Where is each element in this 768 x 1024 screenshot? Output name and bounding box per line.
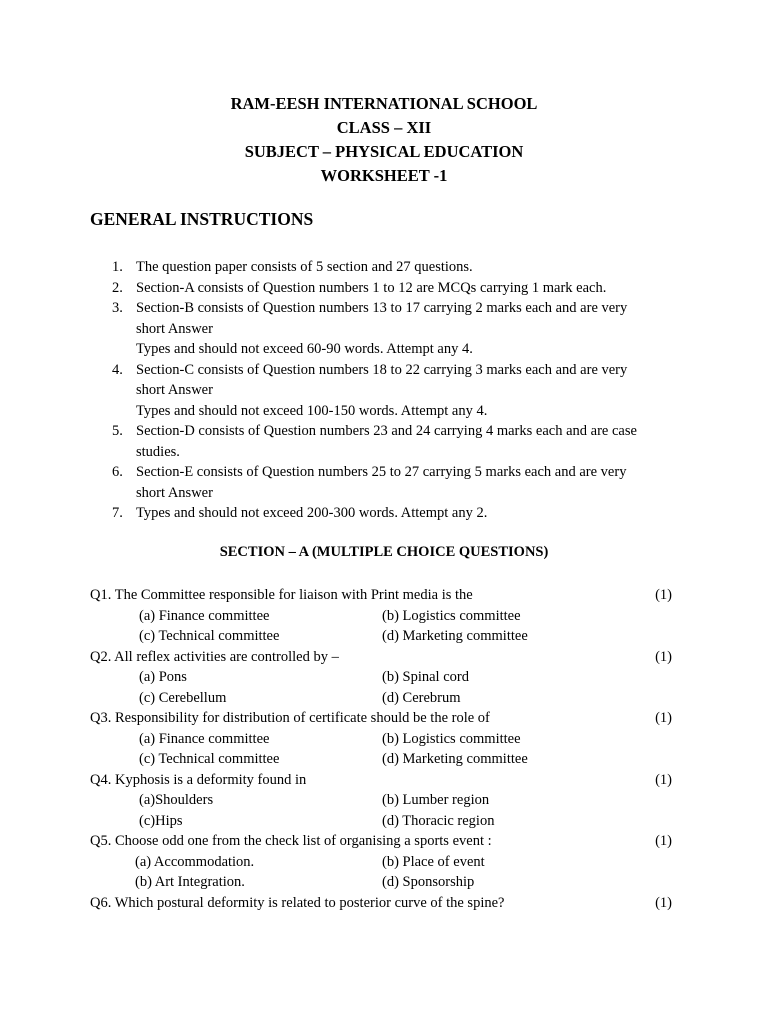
question-text: Q5. Choose odd one from the check list of organising a sports event : [90, 833, 492, 849]
answer-option: (c) Cerebellum [139, 689, 227, 706]
answer-option: (b) Place of event [382, 853, 485, 870]
answer-option: (a) Pons [139, 669, 187, 685]
option-row [90, 729, 680, 750]
answer-option: (d) Marketing committee [382, 751, 528, 767]
question-marks: (1) [655, 648, 672, 665]
instruction-text: short Answer [136, 320, 213, 337]
instruction-text: studies. [136, 443, 180, 460]
instruction-text: short Answer [136, 382, 213, 398]
answer-option: (b) Logistics committee [382, 730, 521, 747]
instruction-text: The question paper consists of 5 section and 27 questions. [136, 259, 473, 275]
answer-option: (d) Thoracic region [382, 812, 495, 829]
answer-option: (c) Technical committee [139, 628, 280, 644]
class-title: CLASS – XII [336, 118, 432, 137]
answer-option: (a) Finance committee [139, 607, 270, 624]
instruction-text: Section-B consists of Question numbers 13 to 17 carrying 2 marks each and are very [136, 300, 628, 316]
instruction-number: 4. [112, 361, 123, 378]
question-row [90, 585, 680, 606]
option-row [90, 749, 680, 770]
option-row [90, 606, 680, 627]
option-row [90, 667, 680, 688]
option-row [90, 872, 680, 893]
answer-option: (b) Art Integration. [135, 874, 245, 890]
general-instructions-heading: GENERAL INSTRUCTIONS [90, 209, 314, 229]
instruction-number: 7. [112, 505, 123, 521]
question-text: Q6. Which postural deformity is related to posterior curve of the spine? [90, 894, 505, 911]
instruction-item [108, 421, 668, 462]
question-row [90, 647, 680, 668]
instructions-list [108, 257, 668, 524]
instruction-number: 6. [112, 464, 123, 480]
instruction-number: 3. [112, 300, 123, 316]
instruction-item [108, 257, 668, 278]
question-text: Q3. Responsibility for distribution of certificate should be the role of [90, 710, 490, 726]
instruction-number: 1. [112, 259, 123, 275]
question-row [90, 893, 680, 914]
question-row [90, 708, 680, 729]
instruction-text: Types and should not exceed 100-150 words. Attempt any 4. [136, 402, 488, 419]
instruction-text: Section-E consists of Question numbers 25 to 27 carrying 5 marks each and are very [136, 464, 627, 480]
document-header [0, 92, 768, 188]
answer-option: (b) Logistics committee [382, 607, 521, 624]
instruction-item [108, 503, 668, 524]
answer-option: (c) Technical committee [139, 751, 280, 767]
instruction-text: Section-D consists of Question numbers 23 and 24 carrying 4 marks each and are case [136, 423, 637, 439]
school-name: RAM-EESH INTERNATIONAL SCHOOL [230, 94, 538, 113]
question-marks: (1) [655, 710, 672, 726]
answer-option: (d) Cerebrum [382, 689, 461, 706]
instruction-item [108, 278, 668, 299]
answer-option: (a)Shoulders [139, 792, 214, 808]
instruction-item [108, 462, 668, 503]
section-a-heading: SECTION – A (MULTIPLE CHOICE QUESTIONS) [219, 544, 549, 560]
question-row [90, 831, 680, 852]
answer-option: (d) Marketing committee [382, 628, 528, 644]
question-marks: (1) [655, 587, 672, 603]
option-row [90, 626, 680, 647]
option-row [90, 688, 680, 709]
answer-option: (d) Sponsorship [382, 874, 475, 890]
question-row [90, 770, 680, 791]
instruction-number: 5. [112, 423, 123, 439]
question-marks: (1) [655, 894, 672, 911]
answer-option: (a) Finance committee [139, 730, 270, 747]
option-row [90, 790, 680, 811]
instruction-text: short Answer [136, 484, 213, 501]
instruction-text: Types and should not exceed 200-300 words. Attempt any 2. [136, 505, 488, 521]
option-row [90, 852, 680, 873]
question-text: Q4. Kyphosis is a deformity found in [90, 771, 307, 788]
answer-option: (b) Spinal cord [382, 669, 469, 685]
question-text: Q1. The Committee responsible for liaison with Print media is the [90, 587, 473, 603]
questions-list [90, 585, 680, 913]
instruction-text: Types and should not exceed 60-90 words. Attempt any 4. [136, 341, 473, 357]
instruction-number: 2. [112, 279, 123, 296]
option-row [90, 811, 680, 832]
question-marks: (1) [655, 833, 672, 849]
instruction-text: Section-C consists of Question numbers 18 to 22 carrying 3 marks each and are very [136, 361, 628, 378]
worksheet-title: WORKSHEET -1 [320, 166, 448, 185]
instruction-item [108, 298, 668, 360]
answer-option: (b) Lumber region [382, 792, 490, 808]
answer-option: (a) Accommodation. [135, 853, 255, 870]
instruction-text: Section-A consists of Question numbers 1 to 12 are MCQs carrying 1 mark each. [136, 279, 607, 296]
question-marks: (1) [655, 771, 672, 788]
instruction-item [108, 360, 668, 422]
question-text: Q2. All reflex activities are controlled by – [90, 648, 339, 665]
subject-title: SUBJECT – PHYSICAL EDUCATION [244, 142, 524, 161]
answer-option: (c)Hips [139, 812, 183, 829]
